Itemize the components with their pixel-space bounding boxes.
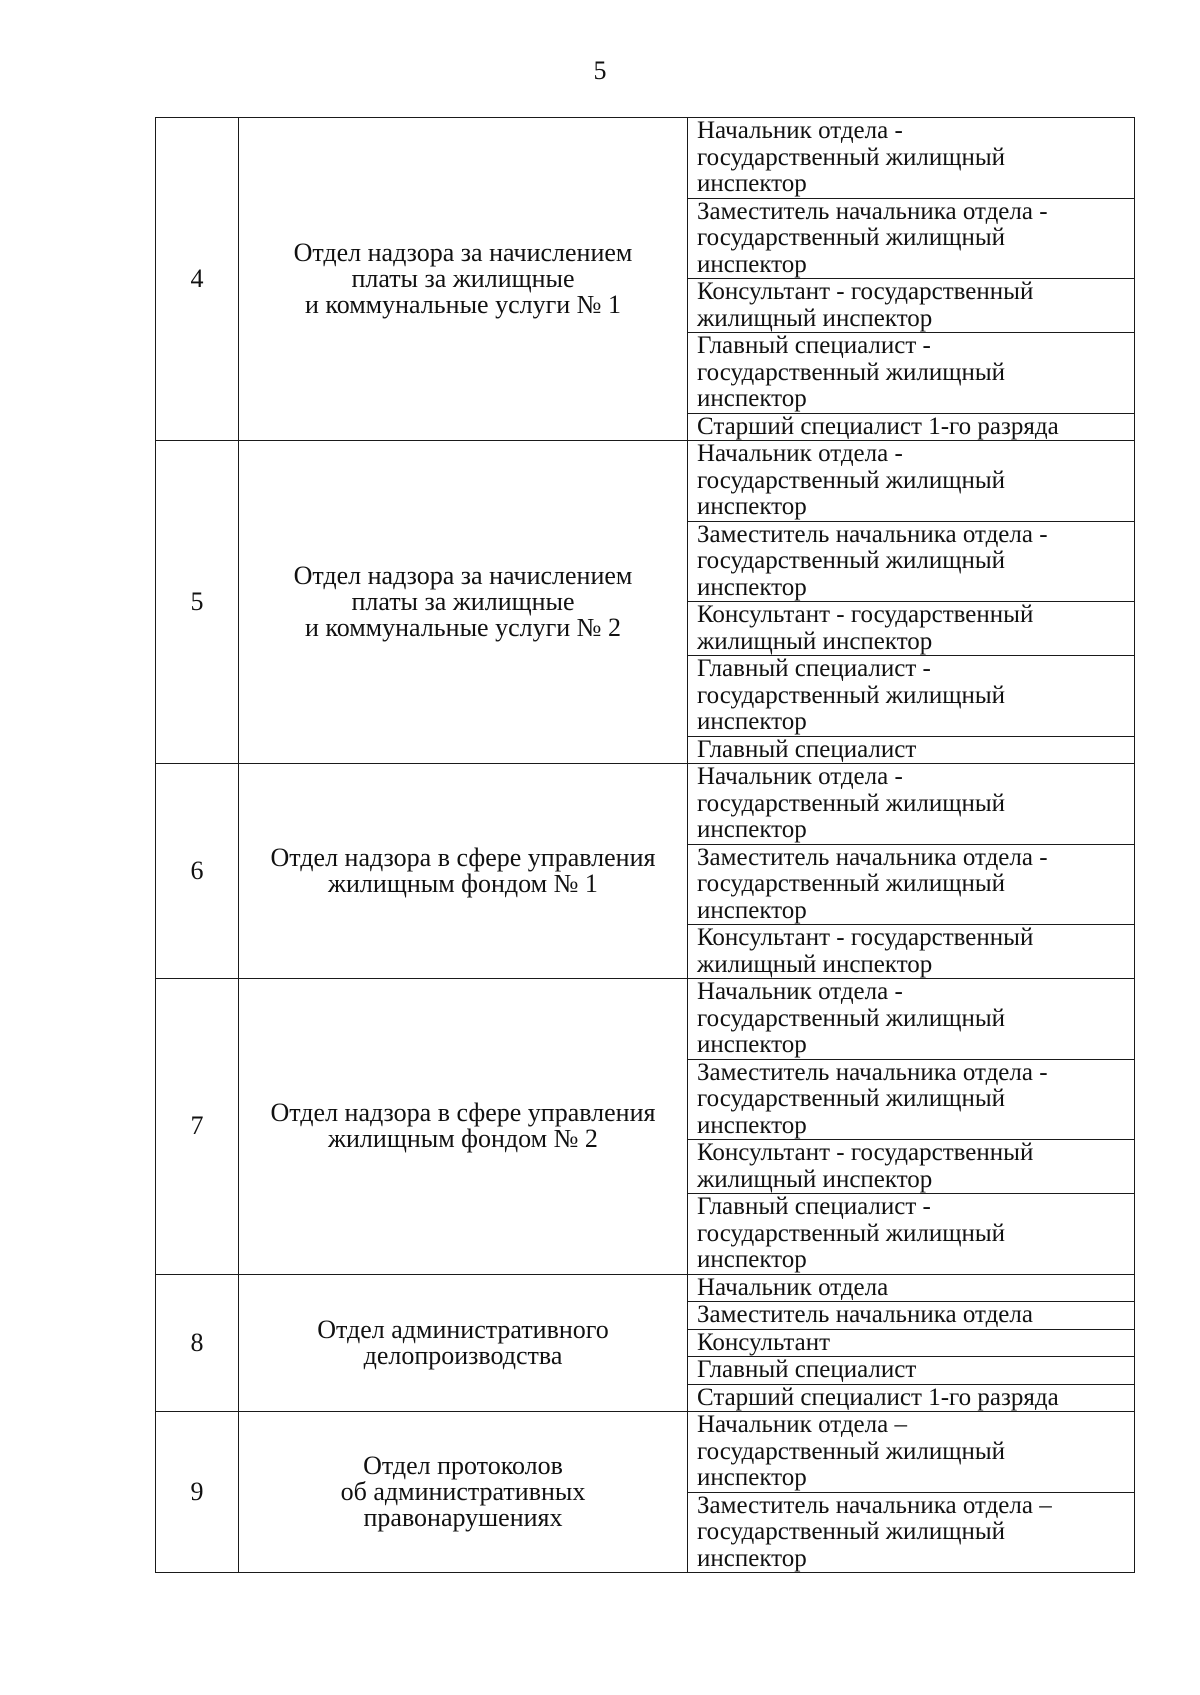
position-item: Консультант - государственный жилищный инспектор xyxy=(688,924,1134,978)
department-line: об административных xyxy=(340,1477,586,1506)
department-line: жилищным фондом № 2 xyxy=(328,1124,598,1154)
position-item: Главный специалист - государственный жилищный инспектор xyxy=(688,332,1134,413)
row-number: 8 xyxy=(156,1274,239,1412)
position-item: Консультант - государственный жилищный инспектор xyxy=(688,278,1134,332)
positions-list xyxy=(688,764,1134,978)
position-item: Заместитель начальника отдела - государственный жилищный инспектор xyxy=(688,1059,1134,1140)
row-number: 7 xyxy=(156,979,239,1275)
department-line: Отдел протоколов xyxy=(363,1451,563,1480)
department-name xyxy=(239,441,688,764)
position-item: Начальник отдела - государственный жилищный инспектор xyxy=(697,117,1006,197)
table-row xyxy=(156,441,1135,764)
table-row xyxy=(156,979,1135,1275)
position-item: Старший специалист 1-го разряда xyxy=(688,1384,1134,1412)
row-number: 4 xyxy=(156,118,239,441)
positions-cell xyxy=(688,1412,1135,1573)
position-item: Начальник отдела - государственный жилищный инспектор xyxy=(697,440,1006,520)
department-line: делопроизводства xyxy=(363,1340,563,1370)
position-item: Начальник отдела xyxy=(697,1273,889,1301)
position-item: Заместитель начальника отдела - государственный жилищный инспектор xyxy=(688,198,1134,279)
position-item: Старший специалист 1-го разряда xyxy=(688,413,1134,441)
positions-cell xyxy=(688,764,1135,979)
positions-cell xyxy=(688,1274,1135,1412)
department-line: правонарушениях xyxy=(363,1503,563,1532)
positions-cell xyxy=(688,441,1135,764)
position-item: Начальник отдела - государственный жилищный инспектор xyxy=(697,978,1006,1058)
positions-list xyxy=(688,1412,1134,1572)
department-name xyxy=(239,1274,688,1412)
position-item: Консультант xyxy=(688,1329,1134,1357)
position-item: Заместитель начальника отдела xyxy=(688,1301,1134,1329)
position-item: Консультант - государственный жилищный инспектор xyxy=(688,1139,1134,1193)
department-line: и коммунальные услуги № 2 xyxy=(305,613,621,642)
position-item: Главный специалист - государственный жилищный инспектор xyxy=(688,655,1134,736)
table-row xyxy=(156,1412,1135,1573)
position-item: Заместитель начальника отдела - государственный жилищный инспектор xyxy=(688,521,1134,602)
department-line: и коммунальные услуги № 1 xyxy=(305,290,621,319)
department-line: платы за жилищные xyxy=(351,587,575,616)
position-item: Начальник отдела – государственный жилищный инспектор xyxy=(697,1411,1006,1491)
table-row xyxy=(156,1274,1135,1412)
positions-list xyxy=(688,441,1134,763)
row-number: 6 xyxy=(156,764,239,979)
positions-cell xyxy=(688,979,1135,1275)
department-name xyxy=(239,118,688,441)
page-number: 5 xyxy=(593,56,607,85)
position-item: Заместитель начальника отдела – государственный жилищный инспектор xyxy=(688,1492,1134,1573)
position-item: Главный специалист xyxy=(688,736,1134,764)
position-item: Главный специалист - государственный жилищный инспектор xyxy=(688,1193,1134,1274)
department-name xyxy=(239,764,688,979)
department-line: Отдел надзора в сфере управления xyxy=(270,843,656,872)
table-row xyxy=(156,118,1135,441)
row-number: 9 xyxy=(156,1412,239,1573)
position-item: Заместитель начальника отдела - государственный жилищный инспектор xyxy=(688,844,1134,925)
row-number: 5 xyxy=(156,441,239,764)
position-item: Консультант - государственный жилищный инспектор xyxy=(688,601,1134,655)
positions-list xyxy=(688,979,1134,1274)
department-name xyxy=(239,1412,688,1573)
department-line: Отдел административного xyxy=(317,1314,609,1344)
department-line: Отдел надзора за начислением xyxy=(293,238,633,267)
department-line: жилищным фондом № 1 xyxy=(328,869,598,898)
positions-list xyxy=(688,1275,1134,1412)
department-line: Отдел надзора за начислением xyxy=(293,561,633,590)
positions-table-body xyxy=(156,118,1135,1573)
positions-table xyxy=(155,117,1135,1573)
position-item: Начальник отдела - государственный жилищный инспектор xyxy=(697,763,1006,843)
department-line: платы за жилищные xyxy=(351,264,575,293)
position-item: Главный специалист xyxy=(688,1356,1134,1384)
department-line: Отдел надзора в сфере управления xyxy=(270,1098,656,1128)
department-name xyxy=(239,979,688,1275)
table-row xyxy=(156,764,1135,979)
positions-cell xyxy=(688,118,1135,441)
positions-list xyxy=(688,118,1134,440)
